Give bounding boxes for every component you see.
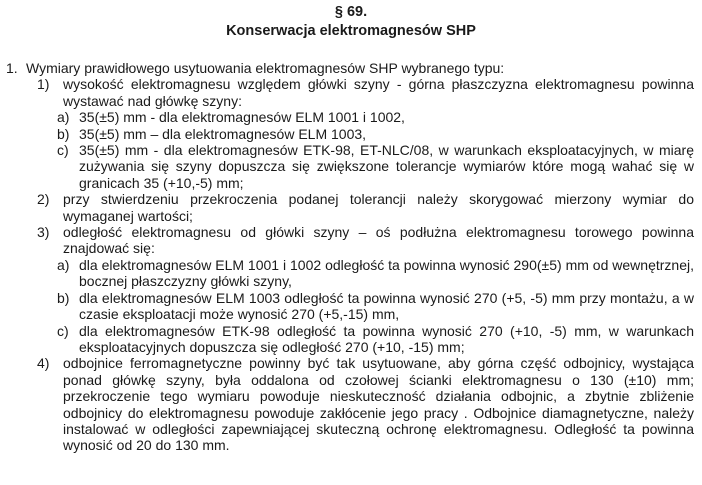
list-marker: b) [57,289,70,306]
sub-item-1 [0,76,702,109]
list-marker: a) [57,256,70,273]
sub-item-2 [0,191,702,224]
list-item-text: 35(±5) mm - dla elektromagnesów ELM 1001 i 1002, [79,109,405,126]
list-item-text: odbojnice ferromagnetyczne powinny być tak usytuowane, aby górna część odbojnicy, wystająca ponad główkę szyny, była oddalona od czołowej ścianki elektromagnesu o 130 (±10) mm; przekroczenie tego wymiaru powoduje nieskuteczność działania odbojnic, a zbytnie zbliżenie odbojnicy do elektromagnesu powoduje zakłócenie jego pracy . Odbojnice diamagnetyczne, należy instalować w odległości zapewniającej skuteczną ochronę elektromagnesu. Odległość ta powinna wynosić od 20 do 130 mm. [63,355,694,454]
list-item-text: dla elektromagnesów ETK-98 odległość ta powinna wynosić 270 (+10, -5) mm, w warunkach eksploatacyjnych dopuszcza się odległość 270 (+10, -15) mm; [79,322,694,355]
section-number: § 69. [334,4,368,20]
list-item-text: odległość elektromagnesu od główki szyny – oś podłużna elektromagnesu torowego powinna znajdować się: [63,224,694,257]
list-marker: 3) [37,224,50,241]
sub-item-3b [0,290,702,323]
list-item-text: dla elektromagnesów ELM 1001 i 1002 odległość ta powinna wynosić 290(±5) mm od wewnętrznej, bocznej płaszczyzny główki szyny, [79,256,694,290]
sub-item-4 [0,355,702,453]
sub-item-3c [0,323,702,356]
sub-item-3a [0,257,702,290]
sub-item-3 [0,224,702,257]
list-item-1 [0,60,702,76]
list-marker: 2) [37,191,50,208]
list-marker: 1. [6,60,18,76]
list-marker: c) [57,322,69,339]
sub-item-1b [0,126,702,142]
list-marker: b) [57,125,70,142]
list-item-text: przy stwierdzeniu przekroczenia podanej tolerancji należy skorygować mierzony wymiar do wymaganej wartości; [63,191,694,224]
list-item-text: 35(±5) mm - dla elektromagnesów ETK-98, ET-NLC/08, w warunkach eksploatacyjnych, w miarę zużywania się szyny dopuszcza się zwiększone tolerancje wymiarów które mogą wahać się w granicach 35 (+10,-5) mm; [79,142,694,191]
document-body [0,60,702,454]
list-item-text: Wymiary prawidłowego usytuowania elektromagnesów SHP wybranego typu: [26,60,505,76]
section-title: Konserwacja elektromagnesów SHP [226,23,476,39]
list-marker: 1) [37,76,50,93]
list-marker: 4) [37,355,50,372]
list-item-text: 35(±5) mm – dla elektromagnesów ELM 1003, [79,125,367,142]
list-marker: c) [57,142,69,159]
sub-item-1a [0,109,702,125]
sub-item-1c [0,142,702,191]
list-item-text: wysokość elektromagnesu względem główki szyny - górna płaszczyzna elektromagnesu powinna wystawać nad główkę szyny: [63,76,694,109]
list-item-text: dla elektromagnesów ELM 1003 odległość ta powinna wynosić 270 (+5, -5) mm przy montażu, a w czasie eksploatacji może wynosić 270 (+5,-15) mm, [79,289,694,323]
list-marker: a) [57,109,70,126]
